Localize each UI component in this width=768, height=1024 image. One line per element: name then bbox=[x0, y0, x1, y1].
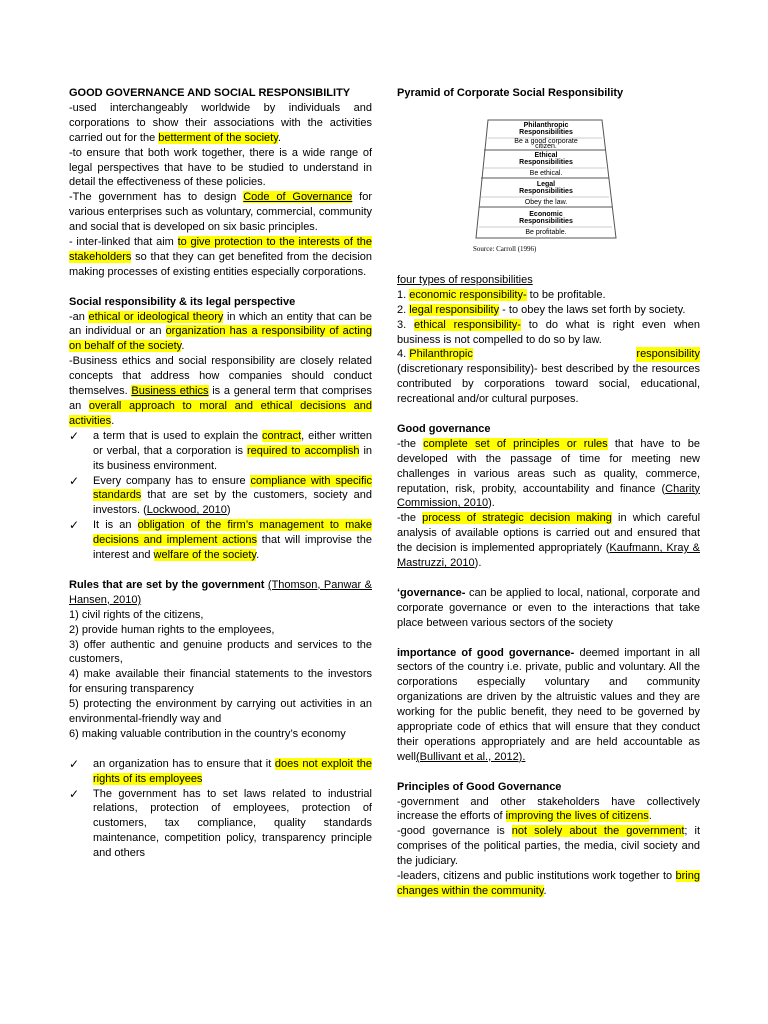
text: is a general term that comprises an bbox=[69, 385, 372, 413]
paragraph-legal: -to ensure that both work together, there is a wide range of legal perspectives that have to be studied to understand in detail the effectiveness of these policies. bbox=[69, 146, 372, 189]
citation: Kaufmann, Kray & Mastruzzi, 2010 bbox=[397, 542, 700, 570]
text: -government and other stakeholders have collectively increase the efforts of bbox=[397, 795, 700, 823]
paragraph-business-ethics bbox=[69, 354, 372, 429]
responsibility-item bbox=[397, 303, 700, 318]
text: to do what is right even when business is not compelled to do so by law. bbox=[397, 318, 701, 346]
checkmark-icon: ✓ bbox=[69, 518, 80, 533]
paragraph-gg-2 bbox=[397, 511, 700, 571]
rules-heading-line bbox=[69, 578, 372, 608]
tier-title: Responsibilities bbox=[519, 217, 573, 225]
highlight: ethical responsibility- bbox=[414, 318, 521, 331]
responsibility-item bbox=[397, 347, 700, 362]
text: a term that is used to explain the bbox=[93, 429, 263, 442]
tier-subtitle: Be ethical. bbox=[529, 169, 563, 177]
csr-pyramid-diagram bbox=[473, 117, 635, 259]
text: . bbox=[648, 810, 652, 823]
paragraph-social bbox=[69, 310, 372, 355]
text: for various enterprises such as voluntary, commercial, community and social that is developed on six basic principles. bbox=[69, 191, 372, 234]
text: in which an entity that can be an individual or an bbox=[69, 310, 372, 338]
rules-heading: Rules that are set by the government bbox=[69, 578, 265, 591]
highlight: bring changes within the community bbox=[397, 870, 700, 897]
tier-title: Ethical bbox=[534, 151, 558, 159]
text: -used interchangeably worldwide by individuals and corporations to show their associations with the activities carried out for the bbox=[69, 101, 372, 144]
highlight: compliance with specific standards bbox=[93, 474, 372, 502]
paragraph-code bbox=[69, 190, 372, 235]
text: 1. bbox=[397, 288, 410, 301]
text: , either written or verbal, that a corporation is bbox=[93, 429, 372, 457]
tier-subtitle: Be a good corporate bbox=[514, 137, 578, 145]
tier-subtitle: citizen. bbox=[535, 142, 557, 150]
rule-item: 3) offer authentic and genuine products and services to the customers, bbox=[69, 638, 372, 666]
text: -Business ethics and social responsibility are closely related concepts that address how companies should conduct themselves. bbox=[69, 355, 372, 398]
tier-title: Responsibilities bbox=[519, 158, 573, 166]
paragraph-philanthropic: (discretionary responsibility)- best described by the resources contributed by corporations toward social, educational, recreational and/or cultural purposes. bbox=[397, 363, 700, 406]
checkmark-icon: ✓ bbox=[69, 473, 80, 488]
highlight: contract bbox=[262, 429, 302, 442]
highlight: betterment of the society bbox=[158, 131, 278, 144]
text: . bbox=[256, 549, 260, 562]
highlight: does not exploit the rights of its employees bbox=[93, 757, 372, 785]
citation: (Bullivant et al., 2012). bbox=[415, 750, 526, 763]
left-column bbox=[69, 86, 372, 861]
tier-title: Responsibilities bbox=[519, 128, 573, 136]
term: importance of good governance- bbox=[397, 646, 575, 659]
checklist-item bbox=[69, 518, 372, 563]
checklist-item bbox=[69, 757, 372, 787]
highlight: obligation of the firm’s management to make decisions and implement actions bbox=[93, 519, 372, 547]
checkmark-icon: ✓ bbox=[69, 756, 80, 771]
paragraph-governance bbox=[397, 586, 700, 631]
paragraph-principle bbox=[397, 869, 700, 899]
responsibility-item bbox=[397, 288, 700, 303]
text: to be profitable. bbox=[526, 288, 606, 301]
text: -The government has to design bbox=[69, 191, 244, 204]
highlight: Philanthropic bbox=[409, 348, 473, 361]
citation: Charity Commission, 2010 bbox=[397, 482, 700, 510]
text: ). bbox=[474, 557, 482, 570]
tier-title: Economic bbox=[529, 210, 563, 218]
text: -the bbox=[397, 437, 424, 450]
rule-item: 5) protecting the environment by carrying out activities in an environmental-friendly way and bbox=[69, 698, 372, 726]
citation: (Thomson, Panwar & Hansen, 2010) bbox=[69, 578, 372, 606]
text: ; it comprises of the political parties, the media, civil society and the judiciary. bbox=[397, 825, 700, 868]
citation: Lockwood, 2010 bbox=[146, 504, 227, 517]
tier-subtitle: Be profitable. bbox=[525, 228, 567, 236]
responsibility-item bbox=[397, 318, 700, 348]
text: - to obey the laws set forth by society. bbox=[499, 303, 686, 316]
text: in which careful analysis of available options is carried out and ensured that the decision is implemented appropriately ( bbox=[397, 512, 701, 555]
good-governance-heading: Good governance bbox=[397, 422, 491, 435]
text: can be applied to local, national, corporate and corporate governance or even to the interactions that take place between various sectors of the society bbox=[397, 586, 700, 629]
text: . bbox=[111, 414, 115, 427]
term: ‘governance- bbox=[397, 586, 466, 599]
highlight: Code of Governance bbox=[243, 191, 353, 204]
paragraph-principle bbox=[397, 824, 700, 869]
checklist-item bbox=[69, 787, 372, 862]
text: that have to be developed with the passage of time for meeting new challenges in various areas such as quality, commerce, reputation, risk, probity, accountability and finance ( bbox=[397, 437, 700, 495]
right-column bbox=[397, 86, 700, 899]
pyramid-title: Pyramid of Corporate Social Responsibility bbox=[397, 87, 624, 99]
highlight: improving the lives of citizens bbox=[505, 810, 649, 823]
highlight: not solely about the government bbox=[511, 825, 685, 838]
text: . bbox=[277, 131, 281, 144]
text: ). bbox=[488, 497, 495, 510]
text: that are set by the customers, society and investors. ( bbox=[93, 489, 372, 517]
rule-item: 1) civil rights of the citizens, bbox=[69, 608, 204, 621]
highlight: complete set of principles or rules bbox=[423, 437, 608, 450]
text: in its business environment. bbox=[93, 444, 373, 472]
text: The government has to set laws related to industrial relations, protection of employees, protection of customers, tax compliance, quality standards maintenance, competition policy, transparency principle and others bbox=[93, 787, 372, 860]
highlight: welfare of the society bbox=[153, 549, 257, 562]
rule-item: 2) provide human rights to the employees, bbox=[69, 623, 275, 636]
text: ) bbox=[226, 504, 231, 517]
text: -the bbox=[397, 512, 423, 525]
checklist-item bbox=[69, 474, 372, 519]
text: . bbox=[181, 340, 185, 353]
paragraph-gg-1 bbox=[397, 437, 700, 512]
text: Every company has to ensure bbox=[93, 474, 251, 487]
social-heading: Social responsibility & its legal perspective bbox=[69, 295, 296, 308]
text: -leaders, citizens and public institutions work together to bbox=[397, 870, 676, 883]
highlight: organization has a responsibility of acting on behalf of the society bbox=[69, 325, 372, 353]
rule-item: 6) making valuable contribution in the country’s economy bbox=[69, 727, 346, 740]
highlight: ethical or ideological theory bbox=[88, 310, 224, 323]
highlight: required to accomplish bbox=[247, 444, 360, 457]
rule-item: 4) make available their financial statements to the investors for ensuring transparency bbox=[69, 668, 372, 696]
text: deemed important in all sectors of the country i.e. private, public and voluntary. All the corporations especially voluntary and community organizations are driven by the altruistic values and they are working for the public benefit, they need to be governed by appropriate code of ethics that will ensure that they conduct their operations appropriately and are held accountable as well bbox=[397, 646, 700, 763]
checklist-item bbox=[69, 429, 372, 474]
principles-heading: Principles of Good Governance bbox=[397, 780, 562, 793]
text: 4. bbox=[397, 348, 407, 361]
highlight: legal responsibility bbox=[409, 303, 500, 316]
checkmark-icon: ✓ bbox=[69, 428, 80, 443]
text: so that they can get benefited from the decision making processes of existing entities especially corporations. bbox=[69, 250, 372, 278]
text: 2. bbox=[397, 303, 410, 316]
text: -good governance is bbox=[397, 825, 512, 838]
pyramid-source: Source: Carroll (1996) bbox=[473, 244, 537, 253]
paragraph-interlinked bbox=[69, 235, 372, 280]
paragraph-importance bbox=[397, 646, 700, 765]
tier-title: Philanthropic bbox=[523, 121, 569, 129]
text: -an bbox=[69, 310, 89, 323]
tier-title: Responsibilities bbox=[519, 187, 573, 195]
text: . bbox=[543, 885, 547, 897]
paragraph-principle bbox=[397, 795, 700, 825]
checkmark-icon: ✓ bbox=[69, 786, 80, 801]
text: an organization has to ensure that it bbox=[93, 757, 275, 770]
highlight: to give protection to the interests of the stakeholders bbox=[69, 236, 373, 263]
highlight: economic responsibility- bbox=[409, 288, 527, 301]
types-heading: four types of responsibilities bbox=[397, 273, 533, 286]
paragraph-usage bbox=[69, 101, 372, 146]
highlight: overall approach to moral and ethical decisions and activities bbox=[69, 400, 372, 427]
highlight: responsibility bbox=[636, 348, 700, 361]
text: It is an bbox=[93, 519, 138, 532]
main-title: GOOD GOVERNANCE AND SOCIAL RESPONSIBILITY bbox=[69, 87, 351, 99]
text: 3. bbox=[397, 318, 415, 331]
tier-subtitle: Obey the law. bbox=[524, 198, 568, 206]
highlight: Business ethics bbox=[131, 385, 209, 398]
text: that will improvise the interest and bbox=[93, 534, 372, 562]
text: - inter-linked that aim bbox=[69, 236, 178, 249]
highlight: process of strategic decision making bbox=[422, 512, 612, 525]
tier-title: Legal bbox=[536, 180, 556, 188]
